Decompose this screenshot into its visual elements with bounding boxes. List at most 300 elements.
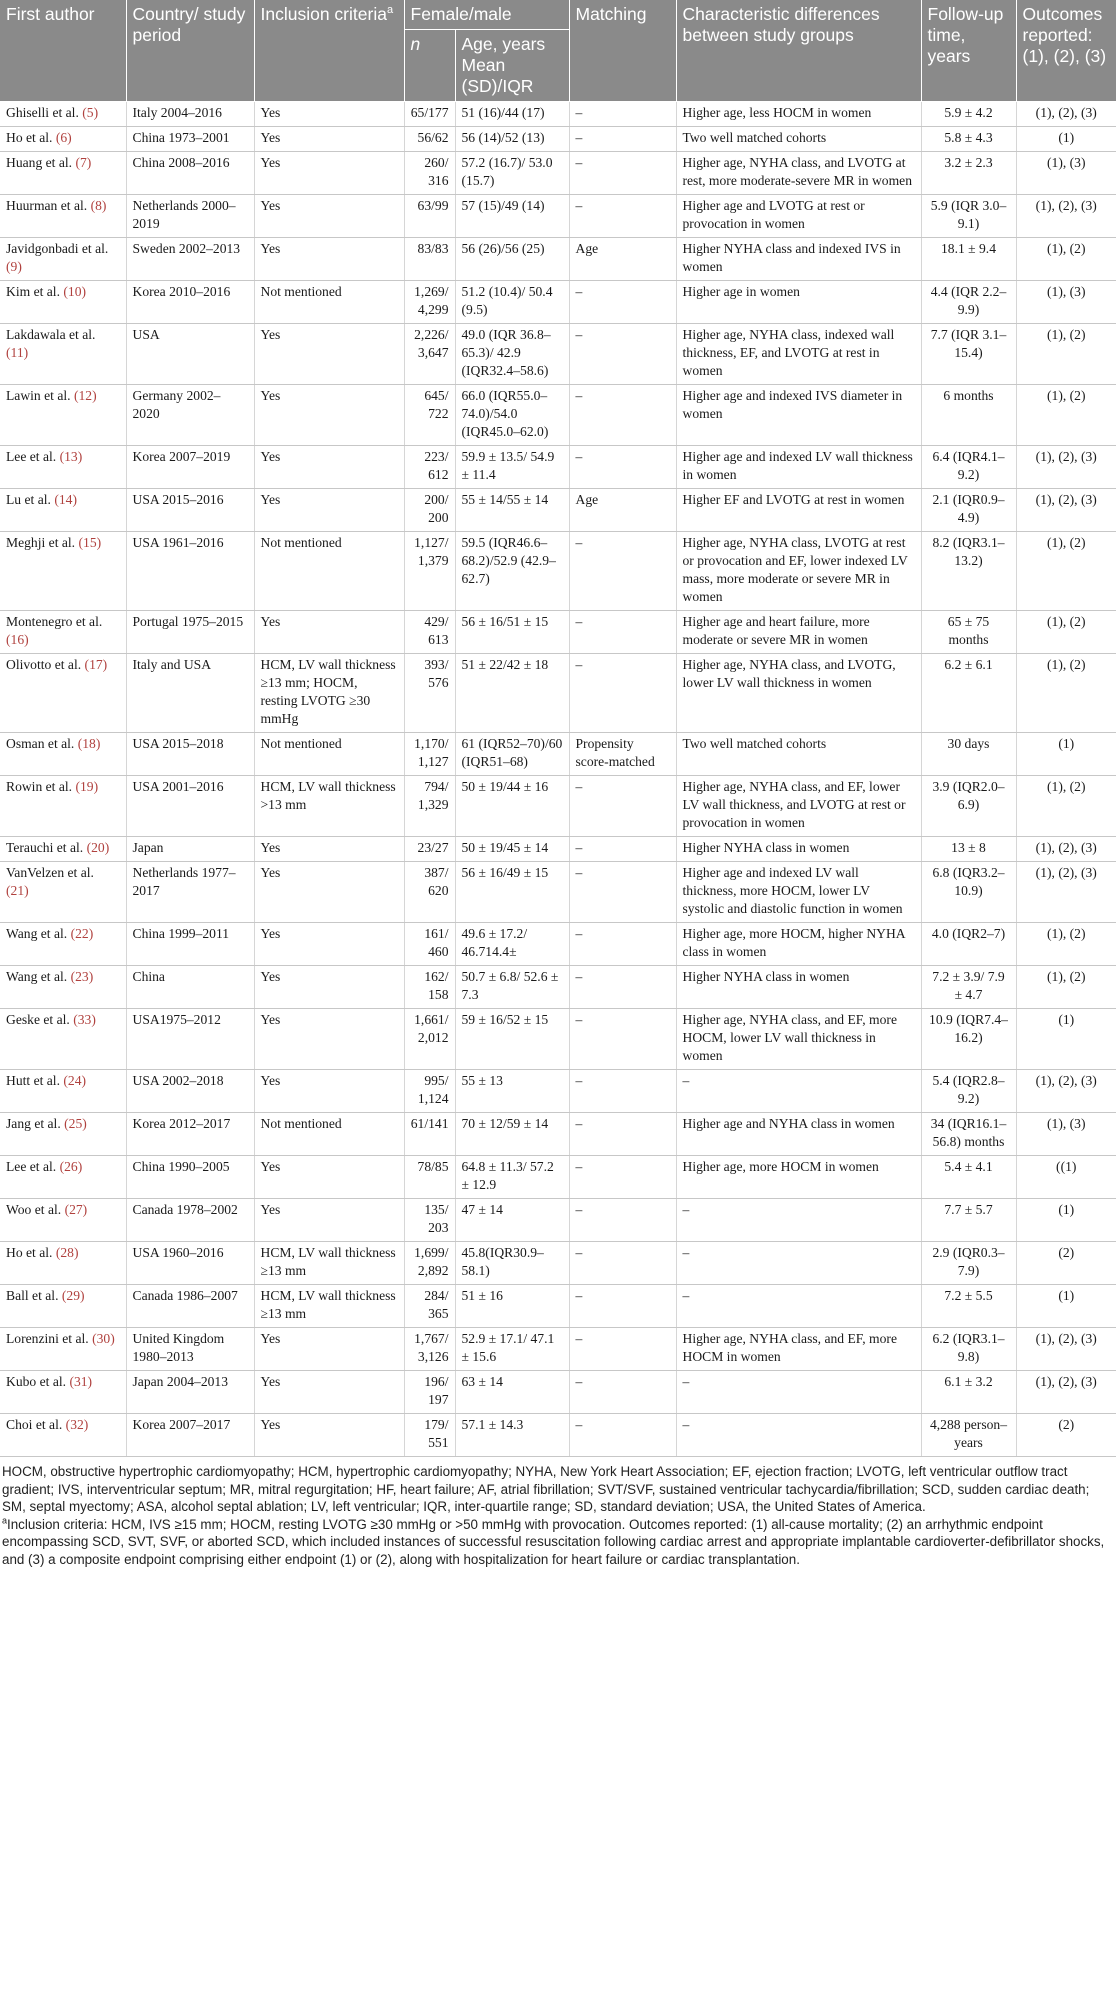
cell-differences: Higher age, NYHA class, and EF, lower LV wall thickness, and LVOTG at rest or provocation in women (676, 776, 921, 837)
header-matching: Matching (569, 0, 676, 102)
cell-outcomes: (1), (2), (3) (1016, 1328, 1116, 1371)
cell-n: 1,661/ 2,012 (404, 1009, 455, 1070)
cell-author (0, 102, 126, 127)
cell-age: 51 ± 16 (455, 1285, 569, 1328)
cell-differences: Higher age and indexed LV wall thickness in women (676, 446, 921, 489)
cell-author (0, 489, 126, 532)
cell-matching: Propensity score-matched (569, 733, 676, 776)
table-row (0, 127, 1116, 152)
cell-n: 1,269/ 4,299 (404, 281, 455, 324)
cell-matching: – (569, 1009, 676, 1070)
cell-followup: 6.4 (IQR4.1–9.2) (921, 446, 1016, 489)
cell-author (0, 1285, 126, 1328)
cell-n: 1,699/ 2,892 (404, 1242, 455, 1285)
table-row (0, 923, 1116, 966)
table-row (0, 324, 1116, 385)
table-row (0, 281, 1116, 324)
cell-inclusion: Not mentioned (254, 532, 404, 611)
cell-author (0, 1199, 126, 1242)
cell-matching: – (569, 837, 676, 862)
cell-country: Korea 2012–2017 (126, 1113, 254, 1156)
author-name: Osman et al. (6, 736, 75, 751)
cell-country: Italy and USA (126, 654, 254, 733)
cell-outcomes: (1) (1016, 733, 1116, 776)
cell-n: 23/27 (404, 837, 455, 862)
cell-inclusion: Yes (254, 611, 404, 654)
cell-differences: Higher age in women (676, 281, 921, 324)
cell-outcomes: (1), (2), (3) (1016, 446, 1116, 489)
reference-link[interactable]: (15) (78, 535, 102, 550)
cell-differences: Higher age, NYHA class, and EF, more HOCM, lower LV wall thickness in women (676, 1009, 921, 1070)
cell-age: 63 ± 14 (455, 1371, 569, 1414)
cell-age: 56 (26)/56 (25) (455, 238, 569, 281)
cell-outcomes: (1), (2), (3) (1016, 837, 1116, 862)
cell-author (0, 152, 126, 195)
header-inclusion-label: Inclusion criteria (260, 4, 387, 24)
cell-inclusion: HCM, LV wall thickness >13 mm (254, 776, 404, 837)
cell-differences: Higher age, NYHA class, LVOTG at rest or provocation and EF, lower indexed LV mass, more moderate or severe MR in women (676, 532, 921, 611)
reference-link[interactable]: (26) (59, 1159, 83, 1174)
header-outcomes: Outcomes reported: (1), (2), (3) (1016, 0, 1116, 102)
cell-country: China (126, 966, 254, 1009)
reference-link[interactable]: (32) (65, 1417, 89, 1432)
author-name: Ghiselli et al. (6, 105, 79, 120)
author-name: Wang et al. (6, 969, 68, 984)
cell-matching: – (569, 446, 676, 489)
author-name: Ho et al. (6, 130, 53, 145)
reference-link[interactable]: (33) (73, 1012, 96, 1027)
cell-differences: Higher NYHA class and indexed IVS in women (676, 238, 921, 281)
cell-author (0, 1156, 126, 1199)
cell-matching: – (569, 1199, 676, 1242)
cell-n: 794/ 1,329 (404, 776, 455, 837)
reference-link[interactable]: (25) (64, 1116, 87, 1131)
cell-inclusion: HCM, LV wall thickness ≥13 mm (254, 1285, 404, 1328)
reference-link[interactable]: (8) (90, 198, 107, 213)
cell-outcomes: (1), (2), (3) (1016, 195, 1116, 238)
cell-outcomes: (1), (2) (1016, 923, 1116, 966)
author-name: Geske et al. (6, 1012, 70, 1027)
cell-outcomes: ((1) (1016, 1156, 1116, 1199)
cell-matching: – (569, 966, 676, 1009)
cell-matching: – (569, 281, 676, 324)
header-inclusion-footnote-mark: a (386, 4, 394, 17)
header-first-author: First author (0, 0, 126, 102)
cell-matching: – (569, 385, 676, 446)
cell-followup: 18.1 ± 9.4 (921, 238, 1016, 281)
cell-followup: 4,288 person–years (921, 1414, 1016, 1457)
cell-matching: – (569, 1242, 676, 1285)
reference-link[interactable]: (28) (55, 1245, 79, 1260)
inclusion-note-text: Inclusion criteria: HCM, IVS ≥15 mm; HOCM, resting LVOTG ≥30 mmHg or >50 mmHg with provocation. Outcomes reported: (1) all-cause mortality; (2) an arrhythmic endpoint encompassing SCD, SVT, SVF, or aborted SCD, which included instances of successful resuscitation following cardiac arrest and appropriate implantable cardioverter-defibrillator shocks, and (3) a composite endpoint comprising either endpoint (1) or (2), along with hospitalization for heart failure or cardiac transplantation. (2, 1516, 1105, 1567)
cell-country: Japan (126, 837, 254, 862)
cell-n: 78/85 (404, 1156, 455, 1199)
cell-n: 179/ 551 (404, 1414, 455, 1457)
cell-country: Sweden 2002–2013 (126, 238, 254, 281)
cell-n: 63/99 (404, 195, 455, 238)
cell-age: 51 ± 22/42 ± 18 (455, 654, 569, 733)
reference-link[interactable]: (7) (75, 155, 92, 170)
cell-differences: Higher NYHA class in women (676, 966, 921, 1009)
cell-outcomes: (1), (2) (1016, 654, 1116, 733)
cell-author (0, 1113, 126, 1156)
cell-differences: Higher age and heart failure, more moderate or severe MR in women (676, 611, 921, 654)
cell-n: 200/ 200 (404, 489, 455, 532)
cell-followup: 4.4 (IQR 2.2–9.9) (921, 281, 1016, 324)
reference-link[interactable]: (6) (55, 130, 72, 145)
cell-age: 55 ± 14/55 ± 14 (455, 489, 569, 532)
cell-n: 284/ 365 (404, 1285, 455, 1328)
cell-n: 83/83 (404, 238, 455, 281)
table-row (0, 489, 1116, 532)
cell-country: Germany 2002–2020 (126, 385, 254, 446)
cell-n: 196/ 197 (404, 1371, 455, 1414)
author-name: Kubo et al. (6, 1374, 67, 1389)
table-row (0, 1371, 1116, 1414)
cell-age: 70 ± 12/59 ± 14 (455, 1113, 569, 1156)
table-row (0, 1199, 1116, 1242)
cell-age: 66.0 (IQR55.0–74.0)/54.0 (IQR45.0–62.0) (455, 385, 569, 446)
cell-inclusion: Yes (254, 1371, 404, 1414)
reference-link[interactable]: (29) (61, 1288, 85, 1303)
cell-outcomes: (1), (3) (1016, 1113, 1116, 1156)
cell-outcomes: (1), (2) (1016, 385, 1116, 446)
cell-inclusion: Yes (254, 1070, 404, 1113)
cell-differences: Higher age and LVOTG at rest or provocation in women (676, 195, 921, 238)
author-name: Javidgonbadi et al. (6, 241, 109, 256)
cell-matching: – (569, 127, 676, 152)
cell-country: Canada 1978–2002 (126, 1199, 254, 1242)
cell-inclusion: Yes (254, 127, 404, 152)
cell-author (0, 1242, 126, 1285)
cell-country: USA 2015–2016 (126, 489, 254, 532)
cell-n: 387/ 620 (404, 862, 455, 923)
cell-country: Korea 2010–2016 (126, 281, 254, 324)
cell-matching: – (569, 862, 676, 923)
cell-n: 61/141 (404, 1113, 455, 1156)
cell-outcomes: (1), (3) (1016, 152, 1116, 195)
cell-matching: – (569, 654, 676, 733)
cell-matching: – (569, 611, 676, 654)
cell-followup: 6 months (921, 385, 1016, 446)
reference-link[interactable]: (14) (54, 492, 77, 507)
cell-differences: Higher age, more HOCM in women (676, 1156, 921, 1199)
table-row (0, 1242, 1116, 1285)
reference-link[interactable]: (23) (70, 969, 94, 984)
cell-age: 47 ± 14 (455, 1199, 569, 1242)
cell-followup: 6.2 ± 6.1 (921, 654, 1016, 733)
cell-country: China 1990–2005 (126, 1156, 254, 1199)
cell-author (0, 1328, 126, 1371)
cell-matching: – (569, 1070, 676, 1113)
reference-link[interactable]: (17) (84, 657, 108, 672)
cell-author (0, 1070, 126, 1113)
cell-outcomes: (1), (2), (3) (1016, 1371, 1116, 1414)
reference-link[interactable]: (27) (64, 1202, 88, 1217)
cell-author (0, 532, 126, 611)
cell-author (0, 281, 126, 324)
cell-outcomes: (1), (2) (1016, 532, 1116, 611)
cell-inclusion: Yes (254, 837, 404, 862)
cell-author (0, 127, 126, 152)
cell-differences: Higher age and NYHA class in women (676, 1113, 921, 1156)
cell-inclusion: Yes (254, 102, 404, 127)
cell-age: 50 ± 19/45 ± 14 (455, 837, 569, 862)
cell-matching: Age (569, 489, 676, 532)
cell-outcomes: (1), (2) (1016, 966, 1116, 1009)
reference-link[interactable]: (5) (82, 105, 99, 120)
cell-matching: – (569, 776, 676, 837)
cell-outcomes: (1), (2), (3) (1016, 489, 1116, 532)
cell-n: 161/ 460 (404, 923, 455, 966)
cell-followup: 3.9 (IQR2.0–6.9) (921, 776, 1016, 837)
table-row (0, 862, 1116, 923)
cell-followup: 10.9 (IQR7.4–16.2) (921, 1009, 1016, 1070)
cell-matching: – (569, 102, 676, 127)
cell-n: 1,127/ 1,379 (404, 532, 455, 611)
cell-age: 52.9 ± 17.1/ 47.1 ± 15.6 (455, 1328, 569, 1371)
cell-age: 59 ± 16/52 ± 15 (455, 1009, 569, 1070)
reference-link[interactable]: (21) (6, 883, 29, 898)
cell-followup: 5.9 ± 4.2 (921, 102, 1016, 127)
cell-author (0, 733, 126, 776)
author-name: Meghji et al. (6, 535, 76, 550)
author-name: Wang et al. (6, 926, 68, 941)
cell-country: Japan 2004–2013 (126, 1371, 254, 1414)
cell-followup: 6.2 (IQR3.1–9.8) (921, 1328, 1016, 1371)
author-name: Lu et al. (6, 492, 51, 507)
header-age: Age, years Mean (SD)/IQR (455, 30, 569, 102)
cell-outcomes: (2) (1016, 1242, 1116, 1285)
cell-outcomes: (1) (1016, 1285, 1116, 1328)
table-row (0, 532, 1116, 611)
cell-differences: Higher age, NYHA class, and EF, more HOCM in women (676, 1328, 921, 1371)
cell-country: China 1973–2001 (126, 127, 254, 152)
cell-matching: – (569, 324, 676, 385)
cell-inclusion: Yes (254, 238, 404, 281)
author-name: Montenegro et al. (6, 614, 103, 629)
table-row (0, 654, 1116, 733)
cell-author (0, 862, 126, 923)
author-name: Lee et al. (6, 1159, 57, 1174)
cell-differences: – (676, 1371, 921, 1414)
reference-link[interactable]: (10) (63, 284, 87, 299)
cell-age: 56 (14)/52 (13) (455, 127, 569, 152)
cell-matching: – (569, 1285, 676, 1328)
cell-n: 56/62 (404, 127, 455, 152)
table-row (0, 1328, 1116, 1371)
cell-inclusion: Not mentioned (254, 281, 404, 324)
cell-differences: Higher NYHA class in women (676, 837, 921, 862)
cell-differences: Two well matched cohorts (676, 127, 921, 152)
cell-inclusion: Yes (254, 1414, 404, 1457)
cell-age: 57 (15)/49 (14) (455, 195, 569, 238)
reference-link[interactable]: (13) (59, 449, 83, 464)
cell-differences: Higher age and indexed IVS diameter in women (676, 385, 921, 446)
cell-country: Korea 2007–2019 (126, 446, 254, 489)
author-name: Lorenzini et al. (6, 1331, 89, 1346)
cell-age: 55 ± 13 (455, 1070, 569, 1113)
cell-author (0, 446, 126, 489)
reference-link[interactable]: (22) (70, 926, 94, 941)
cell-age: 57.2 (16.7)/ 53.0 (15.7) (455, 152, 569, 195)
cell-n: 393/ 576 (404, 654, 455, 733)
table-row (0, 966, 1116, 1009)
cell-matching: – (569, 1328, 676, 1371)
cell-followup: 7.2 ± 5.5 (921, 1285, 1016, 1328)
cell-followup: 8.2 (IQR3.1–13.2) (921, 532, 1016, 611)
table-row (0, 1285, 1116, 1328)
table-row (0, 1414, 1116, 1457)
cell-outcomes: (1), (2), (3) (1016, 1070, 1116, 1113)
cell-author (0, 1009, 126, 1070)
cell-n: 645/ 722 (404, 385, 455, 446)
cell-followup: 6.8 (IQR3.2–10.9) (921, 862, 1016, 923)
cell-country: United Kingdom 1980–2013 (126, 1328, 254, 1371)
author-name: Hutt et al. (6, 1073, 60, 1088)
cell-differences: Higher age, NYHA class, and LVOTG at rest, more moderate-severe MR in women (676, 152, 921, 195)
author-name: Jang et al. (6, 1116, 61, 1131)
reference-link[interactable]: (31) (69, 1374, 93, 1389)
author-name: Huang et al. (6, 155, 73, 170)
author-name: Huurman et al. (6, 198, 88, 213)
cell-author (0, 837, 126, 862)
cell-outcomes: (1), (2) (1016, 611, 1116, 654)
cell-differences: Two well matched cohorts (676, 733, 921, 776)
cell-inclusion: Yes (254, 324, 404, 385)
cell-matching: – (569, 1371, 676, 1414)
cell-differences: – (676, 1414, 921, 1457)
table-row (0, 1113, 1116, 1156)
cell-country: China 2008–2016 (126, 152, 254, 195)
author-name: Lakdawala et al. (6, 327, 96, 342)
cell-author (0, 611, 126, 654)
cell-matching: – (569, 195, 676, 238)
table-row (0, 102, 1116, 127)
cell-country: Italy 2004–2016 (126, 102, 254, 127)
reference-link[interactable]: (19) (75, 779, 99, 794)
cell-followup: 7.2 ± 3.9/ 7.9 ± 4.7 (921, 966, 1016, 1009)
cell-country: USA 2015–2018 (126, 733, 254, 776)
cell-matching: – (569, 152, 676, 195)
table-row (0, 837, 1116, 862)
reference-link[interactable]: (18) (77, 736, 101, 751)
cell-age: 50 ± 19/44 ± 16 (455, 776, 569, 837)
cell-differences: – (676, 1285, 921, 1328)
cell-author (0, 1371, 126, 1414)
cell-outcomes: (1), (2) (1016, 776, 1116, 837)
cell-followup: 7.7 ± 5.7 (921, 1199, 1016, 1242)
cell-author (0, 654, 126, 733)
cell-inclusion: Yes (254, 489, 404, 532)
cell-inclusion: Yes (254, 152, 404, 195)
cell-differences: Higher age and indexed LV wall thickness, more HOCM, lower LV systolic and diastolic function in women (676, 862, 921, 923)
cell-outcomes: (1), (2), (3) (1016, 862, 1116, 923)
cell-age: 45.8(IQR30.9–58.1) (455, 1242, 569, 1285)
header-female-male: Female/male (404, 0, 569, 30)
cell-followup: 4.0 (IQR2–7) (921, 923, 1016, 966)
cell-inclusion: Yes (254, 1156, 404, 1199)
cell-age: 49.6 ± 17.2/ 46.714.4± (455, 923, 569, 966)
cell-country: USA 1961–2016 (126, 532, 254, 611)
author-name: Ho et al. (6, 1245, 53, 1260)
cell-n: 162/ 158 (404, 966, 455, 1009)
cell-inclusion: Yes (254, 1009, 404, 1070)
reference-link[interactable]: (24) (63, 1073, 87, 1088)
cell-author (0, 324, 126, 385)
table-row (0, 1156, 1116, 1199)
header-followup: Follow-up time, years (921, 0, 1016, 102)
cell-differences: – (676, 1199, 921, 1242)
cell-country: Korea 2007–2017 (126, 1414, 254, 1457)
reference-link[interactable]: (11) (6, 345, 29, 360)
abbreviations-note: HOCM, obstructive hypertrophic cardiomyopathy; HCM, hypertrophic cardiomyopathy; NYHA, New York Heart Association; EF, ejection fraction; LVOTG, left ventricular outflow tract gradient; IVS, interventricular septum; MR, mitral regurgitation; HF, heart failure; AF, atrial fibrillation; SVT/SVF, sustained ventricular tachycardia/fibrillation; SCD, sudden cardiac death; SM, septal myectomy; ASA, alcohol septal ablation; LV, left ventricular; IQR, inter-quartile range; SD, standard deviation; USA, the United States of America. (2, 1464, 1090, 1514)
header-differences: Characteristic differences between study groups (676, 0, 921, 102)
cell-differences: Higher age, less HOCM in women (676, 102, 921, 127)
header-inclusion (254, 0, 404, 102)
author-name: Terauchi et al. (6, 840, 84, 855)
cell-age: 57.1 ± 14.3 (455, 1414, 569, 1457)
cell-followup: 30 days (921, 733, 1016, 776)
table-row (0, 1009, 1116, 1070)
reference-link[interactable]: (16) (6, 632, 29, 647)
cell-n: 429/ 613 (404, 611, 455, 654)
reference-link[interactable]: (12) (73, 388, 97, 403)
reference-link[interactable]: (9) (6, 259, 22, 274)
cell-followup: 65 ± 75 months (921, 611, 1016, 654)
cell-n: 995/ 1,124 (404, 1070, 455, 1113)
table-row (0, 152, 1116, 195)
cell-inclusion: Yes (254, 966, 404, 1009)
cell-age: 56 ± 16/51 ± 15 (455, 611, 569, 654)
cell-n: 260/ 316 (404, 152, 455, 195)
cell-inclusion: Yes (254, 1328, 404, 1371)
cell-inclusion: Yes (254, 862, 404, 923)
cell-followup: 5.8 ± 4.3 (921, 127, 1016, 152)
cell-matching: – (569, 1113, 676, 1156)
cell-differences: – (676, 1070, 921, 1113)
cell-inclusion: HCM, LV wall thickness ≥13 mm; HOCM, resting LVOTG ≥30 mmHg (254, 654, 404, 733)
cell-age: 64.8 ± 11.3/ 57.2 ± 12.9 (455, 1156, 569, 1199)
cell-author (0, 776, 126, 837)
table-row (0, 446, 1116, 489)
cell-inclusion: Not mentioned (254, 1113, 404, 1156)
cell-inclusion: Yes (254, 1199, 404, 1242)
reference-link[interactable]: (30) (92, 1331, 115, 1346)
cell-followup: 2.1 (IQR0.9–4.9) (921, 489, 1016, 532)
cell-age: 56 ± 16/49 ± 15 (455, 862, 569, 923)
cell-inclusion: Yes (254, 446, 404, 489)
author-name: Rowin et al. (6, 779, 73, 794)
cell-inclusion: Not mentioned (254, 733, 404, 776)
cell-age: 59.9 ± 13.5/ 54.9 ± 11.4 (455, 446, 569, 489)
cell-followup: 5.4 ± 4.1 (921, 1156, 1016, 1199)
table-row (0, 195, 1116, 238)
table-row (0, 776, 1116, 837)
cell-followup: 7.7 (IQR 3.1–15.4) (921, 324, 1016, 385)
cell-followup: 5.4 (IQR2.8–9.2) (921, 1070, 1016, 1113)
cell-n: 1,767/ 3,126 (404, 1328, 455, 1371)
table-row (0, 611, 1116, 654)
cell-n: 65/177 (404, 102, 455, 127)
cell-age: 61 (IQR52–70)/60 (IQR51–68) (455, 733, 569, 776)
reference-link[interactable]: (20) (86, 840, 110, 855)
table-row (0, 385, 1116, 446)
cell-inclusion: HCM, LV wall thickness ≥13 mm (254, 1242, 404, 1285)
cell-outcomes: (1), (2) (1016, 238, 1116, 281)
cell-outcomes: (2) (1016, 1414, 1116, 1457)
cell-differences: Higher age, more HOCM, higher NYHA class in women (676, 923, 921, 966)
